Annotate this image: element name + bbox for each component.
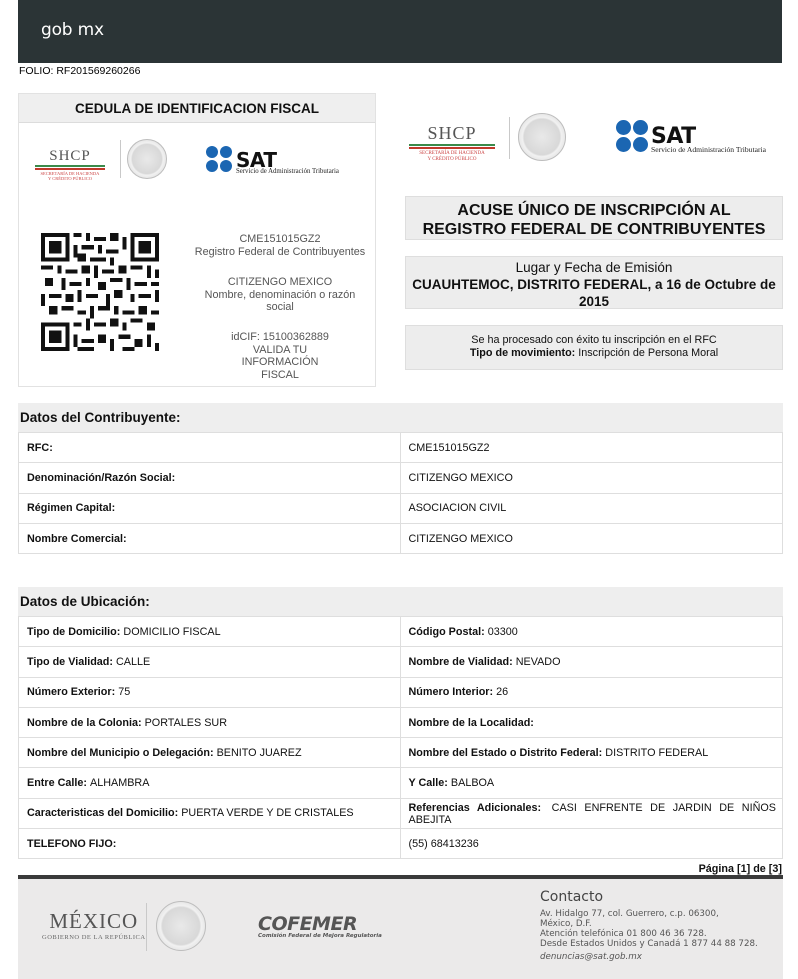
lugar-fecha-panel: [405, 256, 783, 309]
logo-divider-large: [509, 117, 510, 159]
cedula-name-label: Nombre, denominación o razón social: [204, 288, 356, 313]
cedula-rfc-value: CME151015GZ2: [239, 233, 321, 245]
contact-email-link[interactable]: denuncias@sat.gob.mx: [540, 952, 642, 962]
table-row: TELEFONO FIJO: (55) 68413236: [18, 829, 783, 859]
table-row: Entre Calle: ALHAMBRA Y Calle: BALBOA: [18, 768, 783, 798]
table-row: Tipo de Vialidad: CALLE Nombre de Vialidad: NEVADO: [18, 647, 783, 677]
cedula-name: [189, 276, 371, 314]
footer: [18, 879, 783, 979]
table-row: Nombre Comercial: CITIZENGO MEXICO: [18, 524, 783, 554]
lugar-value: CUAUHTEMOC, DISTRITO FEDERAL, a 16 de Octubre de 2015: [412, 277, 776, 309]
table-row: Régimen Capital: ASOCIACION CIVIL: [18, 494, 783, 524]
table-row: Nombre del Municipio o Delegación: BENITO JUAREZ Nombre del Estado o Distrito Federal: DISTRITO FEDERAL: [18, 738, 783, 768]
cofemer-logo: COFEMER Comisión Federal de Mejora Regulatoria: [258, 913, 382, 939]
qr-code-icon[interactable]: [41, 233, 159, 351]
table-row: Número Exterior: 75 Número Interior: 26: [18, 678, 783, 708]
sat-logo-large: SAT Servicio de Administración Tributaria: [616, 120, 784, 154]
cedula-title: CEDULA DE IDENTIFICACION FISCAL: [19, 94, 375, 123]
shcp-logo-large: SHCP SECRETARÍA DE HACIENDA Y CRÉDITO PÚBLICO: [409, 123, 495, 162]
lugar-label: Lugar y Fecha de Emisión: [515, 260, 673, 275]
cedula-rfc-label: Registro Federal de Contribuyentes: [194, 245, 366, 258]
table-row: Denominación/Razón Social: CITIZENGO MEXICO: [18, 463, 783, 493]
shcp-logo: SHCP SECRETARÍA DE HACIENDA Y CRÉDITO PÚBLICO: [35, 148, 105, 182]
table-row: Caracteristicas del Domicilio: PUERTA VERDE Y DE CRISTALES Referencias Adicionales: CASI ENFRENTE DE JARDIN DE NIÑOS ABEJITA: [18, 799, 783, 829]
process-message: Se ha procesado con éxito tu inscripción en el RFC: [471, 334, 717, 346]
ubicacion-title: Datos de Ubicación:: [18, 587, 783, 617]
table-row: Tipo de Domicilio: DOMICILIO FISCAL Código Postal: 03300: [18, 617, 783, 647]
gobmx-logo[interactable]: gob mx: [41, 20, 104, 40]
cedula-validate-link[interactable]: VALIDA TU INFORMACIÓN FISCAL: [241, 343, 319, 381]
national-seal-icon: [127, 139, 167, 179]
page-number: Página [1] de [3]: [698, 863, 782, 875]
top-bar: [18, 0, 782, 63]
contribuyente-section: [18, 403, 783, 554]
contact-title: Contacto: [540, 889, 604, 905]
mexico-logo: MÉXICO GOBIERNO DE LA REPÚBLICA: [42, 909, 146, 941]
logo-divider: [120, 140, 121, 178]
cedula-idcif: [189, 331, 371, 381]
footer-seal-icon: [156, 901, 206, 951]
sat-logo: SAT Servicio de Administración Tributaria: [206, 146, 356, 176]
footer-logo-divider: [146, 903, 147, 951]
cedula-rfc: [189, 233, 371, 258]
process-status-panel: [405, 325, 783, 370]
cedula-box: [18, 93, 376, 387]
contact-block: Contacto Av. Hidalgo 77, col. Guerrero, c.p. 06300, México, D.F. Atención telefónica 01 800 46 36 728. Desde Estados Unidos y Canadá 1 877 44 88 728. denuncias@sat.gob.mx: [540, 889, 758, 962]
acuse-title: ACUSE ÚNICO DE INSCRIPCIÓN AL REGISTRO FEDERAL DE CONTRIBUYENTES: [405, 196, 783, 240]
table-row: RFC: CME151015GZ2: [18, 433, 783, 463]
national-seal-icon-large: [518, 113, 566, 161]
cedula-name-value: CITIZENGO MEXICO: [227, 276, 333, 288]
movement-type: Tipo de movimiento: Inscripción de Persona Moral: [469, 347, 719, 359]
contribuyente-title: Datos del Contribuyente:: [18, 403, 783, 433]
ubicacion-section: [18, 587, 783, 859]
cedula-idcif-value: idCIF: 15100362889: [231, 331, 329, 343]
folio-number: FOLIO: RF201569260266: [19, 65, 141, 77]
table-row: Nombre de la Colonia: PORTALES SUR Nombre de la Localidad:: [18, 708, 783, 738]
